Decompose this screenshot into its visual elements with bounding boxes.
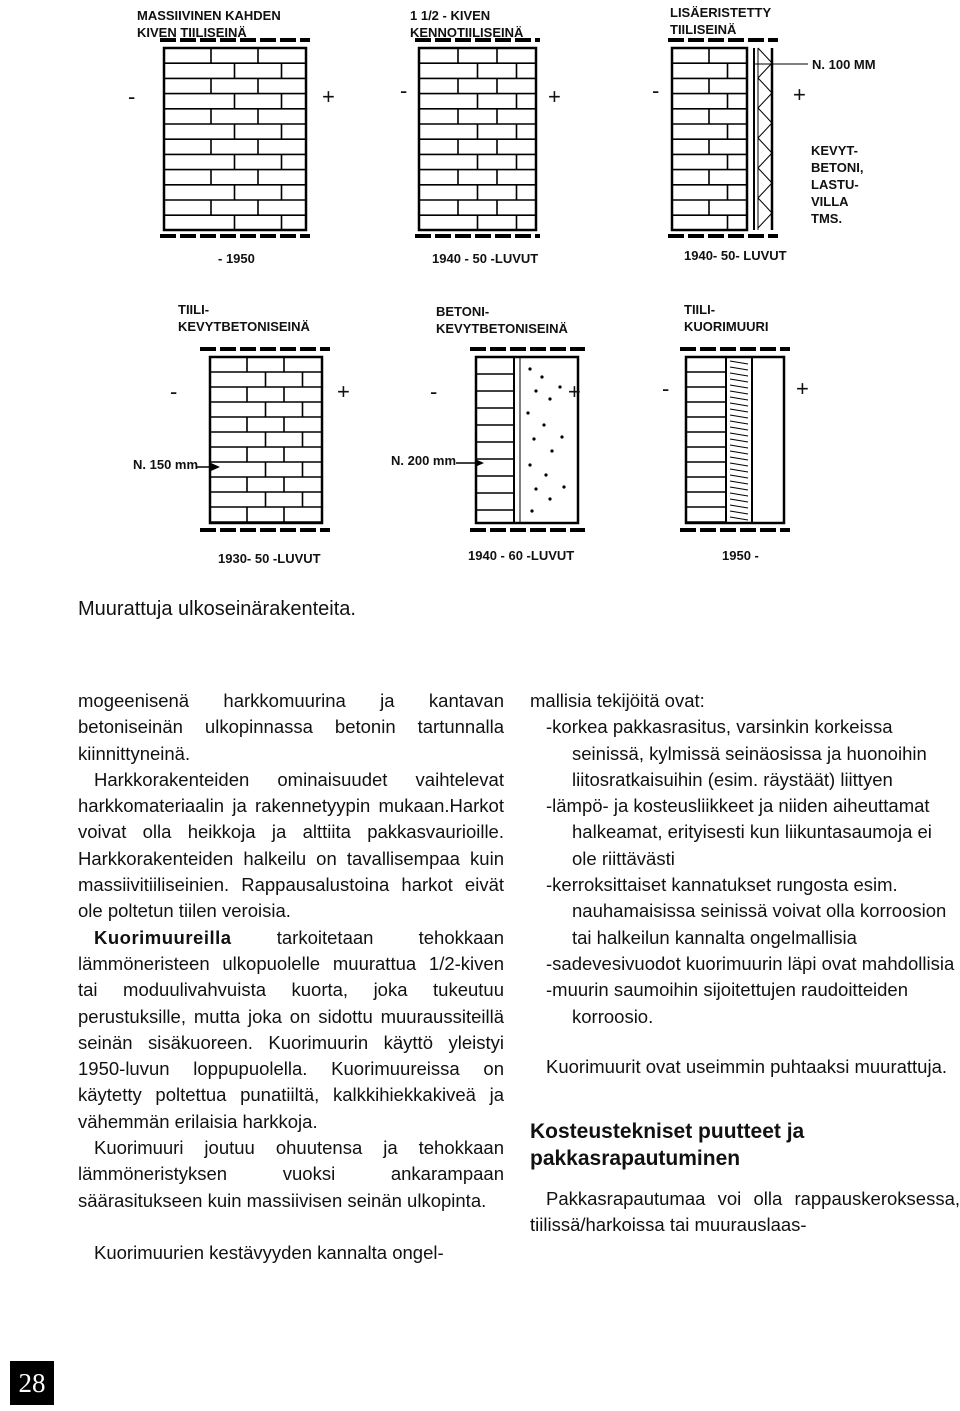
wall-drawing-solid-brick bbox=[160, 38, 310, 240]
pattern-line bbox=[730, 391, 748, 394]
figure-title-insulated-brick: LISÄERISTETTY TIILISEINÄ bbox=[670, 5, 772, 37]
minus-sign: - bbox=[652, 78, 660, 103]
aggregate-dot bbox=[548, 397, 551, 400]
aggregate-dot bbox=[528, 367, 531, 370]
period-label: - 1950 bbox=[218, 251, 255, 266]
pattern-line bbox=[730, 427, 748, 430]
aggregate-dot bbox=[542, 423, 545, 426]
pattern-line bbox=[730, 511, 748, 514]
aggregate-dot bbox=[558, 385, 561, 388]
pattern-line bbox=[730, 367, 748, 370]
plus-sign: + bbox=[793, 82, 806, 107]
pattern-line bbox=[758, 93, 772, 108]
aggregate-dot bbox=[532, 437, 535, 440]
minus-sign: - bbox=[400, 78, 408, 103]
paragraph: Harkkorakenteiden ominaisuudet vaihtelevat harkkomateriaalin ja rakennetyypin mukaan.Harkot voivat olla heikkoja ja alttiita pakkasvaurioille. Harkkorakenteiden halkeilu on tavallisempaa kuin massiivitiiliseinien. Rappausalustoina harkot eivät ole poltetun tiilen veroisia. bbox=[78, 768, 504, 922]
figure-title-brick-lightweight: TIILI- KEVYTBETONISEINÄ bbox=[178, 302, 310, 334]
paragraph: Kuorimuurien kestävyyden kannalta ongel- bbox=[94, 1241, 444, 1263]
arrow-icon bbox=[196, 455, 220, 469]
problem-list bbox=[530, 714, 960, 1030]
pattern-line bbox=[730, 457, 748, 460]
aggregate-dot bbox=[534, 389, 537, 392]
aggregate-dot bbox=[548, 497, 551, 500]
pattern-line bbox=[758, 213, 772, 228]
period-label: 1940- 50- LUVUT bbox=[684, 248, 787, 263]
pattern-line bbox=[730, 475, 748, 478]
wall-drawing-concrete-lightweight bbox=[470, 347, 585, 534]
aggregate-dot bbox=[530, 509, 533, 512]
plus-sign: + bbox=[337, 379, 350, 404]
pattern-line bbox=[730, 481, 748, 484]
pattern-line bbox=[730, 433, 748, 436]
dimension-note: N. 100 MM bbox=[812, 57, 876, 72]
plus-sign: + bbox=[568, 379, 581, 404]
right-column bbox=[530, 688, 960, 1239]
pattern-line bbox=[758, 78, 772, 93]
pattern-line bbox=[730, 439, 748, 442]
pattern-line bbox=[758, 153, 772, 168]
aggregate-dot bbox=[540, 375, 543, 378]
pattern-line bbox=[758, 138, 772, 153]
minus-sign: - bbox=[128, 84, 136, 109]
pattern-line bbox=[730, 409, 748, 412]
aggregate-dot bbox=[534, 487, 537, 490]
paragraph: Pakkasrapautumaa voi olla rappauskeroksessa, tiilissä/harkoissa tai muurauslaas- bbox=[530, 1188, 960, 1236]
pattern-line bbox=[730, 493, 748, 496]
pattern-line bbox=[730, 397, 748, 400]
aggregate-dot bbox=[560, 435, 563, 438]
pattern-line bbox=[730, 421, 748, 424]
pattern-line bbox=[730, 403, 748, 406]
pattern-line bbox=[730, 517, 748, 520]
period-label: 1940 - 60 -LUVUT bbox=[468, 548, 575, 563]
list-item: -korkea pakkasrasitus, varsinkin korkeissa seinissä, kylmissä seinäosissa ja huonoihin liitosratkaisuihin (esim. räystäät) liittyen bbox=[546, 716, 927, 790]
minus-sign: - bbox=[170, 379, 178, 404]
pattern-line bbox=[758, 168, 772, 183]
pattern-line bbox=[730, 385, 748, 388]
wall-drawing-insulated-brick bbox=[668, 38, 818, 240]
dimension-note: N. 200 mm bbox=[391, 453, 457, 468]
pattern-line bbox=[730, 361, 748, 364]
arrow-icon bbox=[456, 451, 484, 465]
pattern-line bbox=[730, 445, 748, 448]
wall-drawing-brick-lightweight bbox=[200, 347, 330, 534]
list-item: -kerroksittaiset kannatukset rungosta esim. nauhamaisissa seinissä voivat olla korroosion tai halkeilun kannalta ongelmallisia bbox=[546, 874, 947, 948]
paragraph: mallisia tekijöitä ovat: bbox=[530, 690, 705, 711]
period-label: 1940 - 50 -LUVUT bbox=[432, 251, 539, 266]
pattern-line bbox=[730, 499, 748, 502]
section-heading: Kosteustekniset puutteet ja pakkasrapautuminen bbox=[530, 1120, 805, 1171]
material-note: KEVYT- BETONI, LASTU- VILLA TMS. bbox=[811, 143, 864, 226]
figure-title-solid-brick: MASSIIVINEN KAHDEN KIVEN TIILISEINÄ bbox=[137, 8, 281, 40]
pattern-line bbox=[730, 469, 748, 472]
period-label: 1950 - bbox=[722, 548, 759, 563]
paragraph: Kuorimuuri joutuu ohuutensa ja tehokkaan lämmöneristyksen vuoksi ankarampaan säärasitukseen kuin massiivisen seinän ulkopinta. bbox=[78, 1137, 504, 1211]
lead-term: Kuorimuureilla bbox=[94, 926, 232, 948]
pattern-line bbox=[730, 487, 748, 490]
plus-sign: + bbox=[796, 376, 809, 401]
paragraph-text: tarkoitetaan tehokkaan lämmöneristeen ulkopuolelle muurattua 1/2-kiven tai moduulivahvuista kuorta, joka tukeutuu perustuksille, mutta joka on sidottu muuraussiteillä seinän sisäkuoreen. Kuorimuurin käyttö yleistyi 1950-luvun loppupuolella. Kuorimuureissa on käytetty poltettua punatiiltä, kalkkihiekkakiveä ja vähemmän erilaisia harkkoja. bbox=[78, 926, 504, 1132]
figure-caption: Muurattuja ulkoseinärakenteita. bbox=[78, 598, 356, 620]
aggregate-dot bbox=[550, 449, 553, 452]
pattern-line bbox=[758, 48, 772, 63]
list-item: -lämpö- ja kosteusliikkeet ja niiden aiheuttamat halkeamat, erityisesti kun liikuntasaumoja ei ole riittävästi bbox=[546, 795, 932, 869]
pattern-line bbox=[758, 123, 772, 138]
pattern-line bbox=[758, 63, 772, 78]
aggregate-dot bbox=[562, 485, 565, 488]
paragraph: Kuorimuurit ovat useimmin puhtaaksi muurattuja. bbox=[546, 1055, 948, 1077]
aggregate-dot bbox=[544, 473, 547, 476]
minus-sign: - bbox=[430, 379, 438, 404]
pattern-line bbox=[730, 373, 748, 376]
figure-title-brick-veneer: TIILI- KUORIMUURI bbox=[684, 302, 769, 334]
pattern-line bbox=[730, 463, 748, 466]
wall-drawing-hollow-brick bbox=[415, 38, 540, 240]
pattern-line bbox=[730, 379, 748, 382]
pattern-line bbox=[758, 108, 772, 123]
figure-title-concrete-lightweight: BETONI- KEVYTBETONISEINÄ bbox=[436, 304, 568, 336]
aggregate-dot bbox=[526, 411, 529, 414]
list-item: -sadevesivuodot kuorimuurin läpi ovat mahdollisia bbox=[546, 952, 955, 974]
pattern-line bbox=[730, 451, 748, 454]
plus-sign: + bbox=[548, 84, 561, 109]
pattern-line bbox=[758, 183, 772, 198]
paragraph: mogeenisenä harkkomuurina ja kantavan betoniseinän ulkopinnassa betonin tartunnalla kiinnittyneinä. bbox=[78, 690, 504, 764]
minus-sign: - bbox=[662, 376, 670, 401]
paragraph bbox=[78, 925, 504, 1135]
plus-sign: + bbox=[322, 84, 335, 109]
figure-title-hollow-brick: 1 1/2 - KIVEN KENNOTIILISEINÄ bbox=[410, 8, 524, 40]
pattern-line bbox=[730, 505, 748, 508]
dimension-note: N. 150 mm bbox=[133, 457, 199, 472]
list-item: -muurin saumoihin sijoitettujen raudoitteiden korroosio. bbox=[546, 979, 908, 1027]
page-number: 28 bbox=[10, 1361, 54, 1405]
aggregate-dot bbox=[528, 463, 531, 466]
pattern-line bbox=[730, 415, 748, 418]
wall-drawing-brick-veneer bbox=[680, 347, 790, 534]
period-label: 1930- 50 -LUVUT bbox=[218, 551, 321, 566]
pattern-line bbox=[758, 198, 772, 213]
left-column bbox=[78, 688, 504, 1266]
